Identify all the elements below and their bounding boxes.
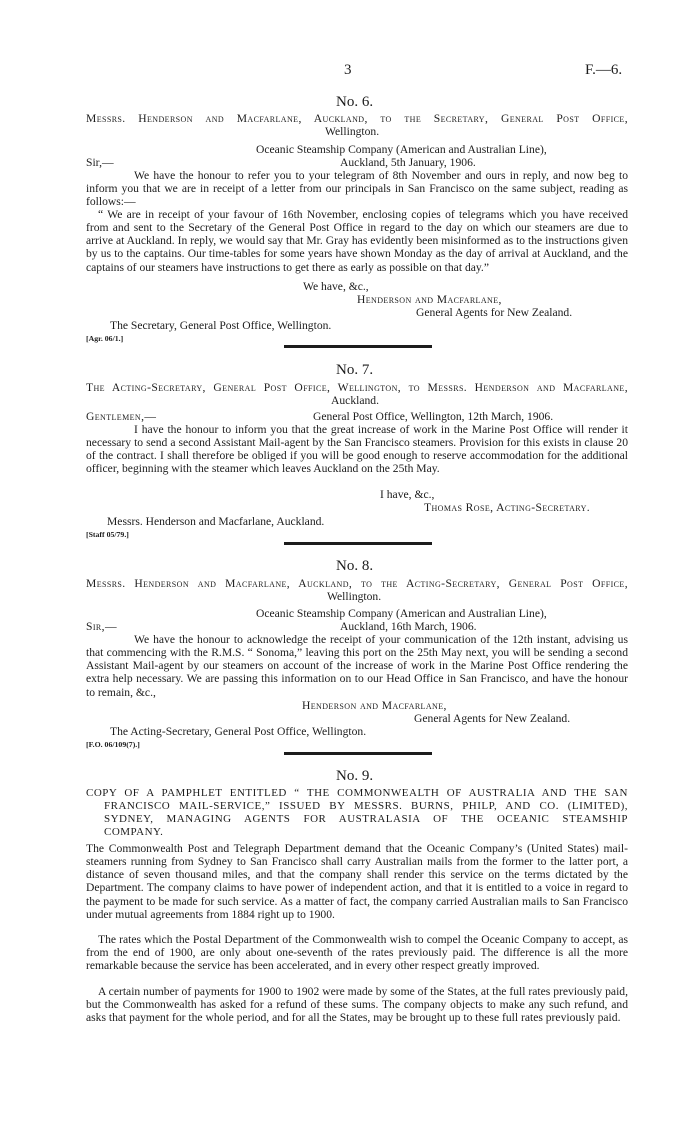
letter-8-from-line1: Messrs. Henderson and Macfarlane, Auckland, to the Acting-Secretary, General Post Office, xyxy=(86,577,628,590)
section-9-title-line1: COPY OF A PAMPHLET ENTITLED “ THE COMMONWEALTH OF AUSTRALIA AND THE SAN xyxy=(86,787,628,799)
letter-7-signature: Thomas Rose, Acting-Secretary. xyxy=(424,501,591,514)
letter-6-from-line2: Wellington. xyxy=(325,125,380,138)
letter-8-address-line1: Oceanic Steamship Company (American and Australian Line), xyxy=(256,607,547,620)
letter-7-addressee: Messrs. Henderson and Macfarlane, Auckland. xyxy=(107,515,325,528)
document-code: F.—6. xyxy=(585,62,623,78)
letter-8-body-p1: We have the honour to acknowledge the receipt of your communication of the 12th instant, advising us that commencing with the R.M.S. “ Sonoma,” leaving this port on the 25th May next, you will be sending a second Assistant Mail-agent by our steamers on account of the increase of work in the Marine Post Office rendering the extra help necessary. We are passing this information on to our Head Office in San Francisco, and have the honour to remain, &c., xyxy=(86,633,628,699)
letter-7-date-line: General Post Office, Wellington, 12th March, 1906. xyxy=(313,410,554,423)
letter-8-from-line2: Wellington. xyxy=(327,590,382,603)
letter-7-number: No. 7. xyxy=(336,362,374,378)
letter-8-signature-title: General Agents for New Zealand. xyxy=(414,712,571,725)
divider-rule xyxy=(284,542,432,545)
letter-6-number: No. 6. xyxy=(336,94,374,110)
letter-6-address-line2: Auckland, 5th January, 1906. xyxy=(340,156,476,169)
letter-8-number: No. 8. xyxy=(336,558,374,574)
letter-6-salutation: Sir,— xyxy=(86,156,114,169)
page-number: 3 xyxy=(344,62,352,78)
section-9-title-line2: FRANCISCO MAIL-SERVICE,” ISSUED BY MESSRS. BURNS, PHILP, AND CO. (LIMITED), xyxy=(104,800,628,812)
section-9-paragraph-2: The rates which the Postal Department of the Commonwealth wish to compel the Oceanic Company to accept, as from the end of 1900, are only about one-seventh of the rates previously paid. The difference is all the more remarkable because the service has been accelerated, and in every other respect greatly improved. xyxy=(86,933,628,973)
letter-8-signature: Henderson and Macfarlane, xyxy=(302,699,447,712)
section-9-title-line3: SYDNEY, MANAGING AGENTS FOR AUSTRALASIA OF THE OCEANIC STEAMSHIP xyxy=(104,813,628,825)
letter-7-file-ref: [Staff 05/79.] xyxy=(86,530,129,539)
letter-8-salutation: Sir,— xyxy=(86,620,117,633)
section-9-title-line4: COMPANY. xyxy=(104,826,164,838)
letter-6-file-ref: [Agr. 06/1.] xyxy=(86,334,124,343)
letter-6-signature: Henderson and Macfarlane, xyxy=(357,293,502,306)
divider-rule xyxy=(284,752,432,755)
divider-rule xyxy=(284,345,432,348)
letter-6-body-p2: “ We are in receipt of your favour of 16th November, enclosing copies of telegrams which you have received from and sent to the Secretary of the General Post Office in regard to the day on which our steamers are due to arrive at Auckland. In reply, we would say that Mr. Gray has evidently been misinformed as to the instructions given by us to the captains. Our time-tables for some years have shown Monday as the day of arrival at Auckland, and the captains of our steamers have instructions to get there as early as possible on that day.” xyxy=(86,208,628,274)
letter-6-signature-title: General Agents for New Zealand. xyxy=(416,306,573,319)
section-9-paragraph-3: A certain number of payments for 1900 to 1902 were made by some of the States, at the full rates previously paid, but the Commonwealth has asked for a refund of these sums. The company objects to make any such refund, and asks that payment for the whole period, and for all the States, may be brought up to these full rates previously paid. xyxy=(86,985,628,1025)
letter-6-body-p1: We have the honour to refer you to your telegram of 8th November and ours in reply, and now beg to inform you that we are in receipt of a letter from our principals in San Francisco on the same subject, reading as follows:— xyxy=(86,169,628,209)
letter-7-salutation: Gentlemen,— xyxy=(86,410,157,423)
letter-6-address-line1: Oceanic Steamship Company (American and Australian Line), xyxy=(256,143,547,156)
letter-6-addressee: The Secretary, General Post Office, Wellington. xyxy=(110,319,332,332)
letter-7-closing: I have, &c., xyxy=(380,488,435,501)
letter-7-from-line2: Auckland. xyxy=(331,394,379,407)
letter-8-addressee: The Acting-Secretary, General Post Office, Wellington. xyxy=(110,725,367,738)
section-9-number: No. 9. xyxy=(336,768,374,784)
letter-7-from-line1: The Acting-Secretary, General Post Office, Wellington, to Messrs. Henderson and Macfarlane, xyxy=(86,381,628,394)
letter-7-body-p1: I have the honour to inform you that the great increase of work in the Marine Post Office will render it necessary to send a second Assistant Mail-agent by the San Francisco steamers. Provision for this exists in clause 20 of the contract. I shall therefore be obliged if you will be good enough to reserve accommodation for the additional officer, beginning with the steamer which leaves Auckland on the 25th May. xyxy=(86,423,628,476)
section-9-paragraph-1: The Commonwealth Post and Telegraph Department demand that the Oceanic Company’s (United States) mail-steamers running from Sydney to San Francisco shall carry Australian mails from the former to the latter port, a distance of seven thousand miles, and that the company shall render this service on the terms dictated by the Department. The company claims to have power of independent action, and that it is entitled to a voice in regard to the payment to be made for such service. As a matter of fact, the company carried Australian mails to San Francisco under mutual agreements from 1884 right up to 1900. xyxy=(86,842,628,921)
letter-6-closing: We have, &c., xyxy=(303,280,369,293)
letter-6-from-line1: Messrs. Henderson and Macfarlane, Auckland, to the Secretary, General Post Office, xyxy=(86,112,628,125)
letter-8-address-line2: Auckland, 16th March, 1906. xyxy=(340,620,477,633)
letter-8-file-ref: [F.O. 06/109(7).] xyxy=(86,740,140,749)
